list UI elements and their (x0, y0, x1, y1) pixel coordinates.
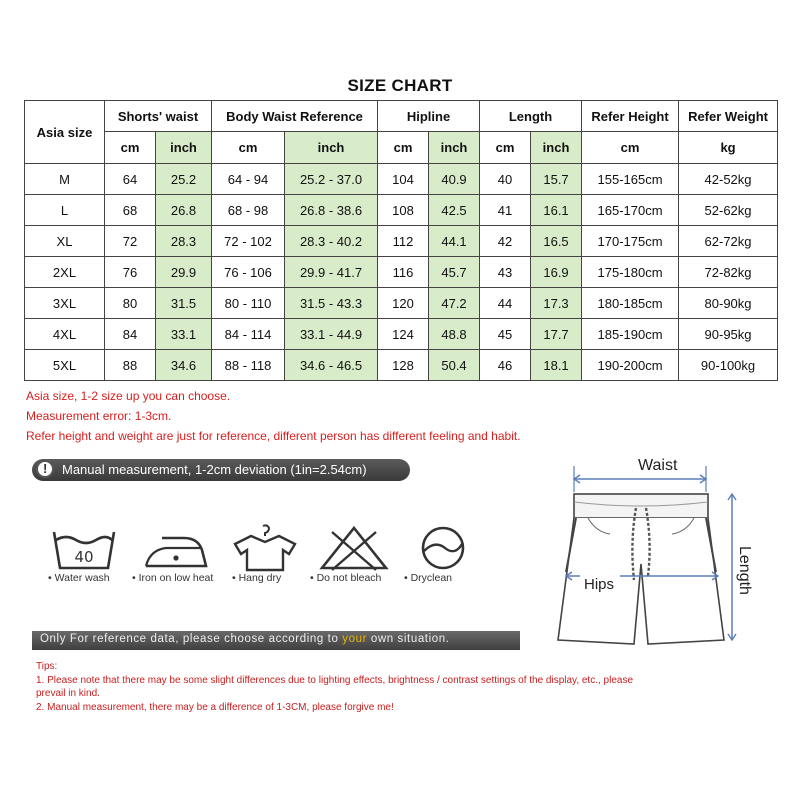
wash-temperature: 40 (74, 548, 94, 566)
cell-length-inch: 15.7 (531, 164, 582, 195)
table-row (25, 288, 778, 319)
cell-waist-cm: 76 (105, 257, 156, 288)
cell-body-inch: 31.5 - 43.3 (285, 288, 378, 319)
cell-waist-inch: 28.3 (156, 226, 212, 257)
cell-waist-cm: 88 (105, 350, 156, 381)
cell-size: 2XL (25, 257, 105, 288)
note-line: Measurement error: 1-3cm. (26, 409, 172, 423)
cell-hip-cm: 104 (378, 164, 429, 195)
cell-body-inch: 29.9 - 41.7 (285, 257, 378, 288)
cell-weight: 62-72kg (679, 226, 778, 257)
subheader-cm: cm (480, 132, 531, 164)
cell-waist-cm: 72 (105, 226, 156, 257)
subheader-inch: inch (531, 132, 582, 164)
reference-text: Only For reference data, please choose according to (40, 633, 343, 645)
dryclean-icon (403, 524, 483, 572)
cell-height: 170-175cm (582, 226, 679, 257)
cell-body-cm: 84 - 114 (212, 319, 285, 350)
subheader-inch: inch (429, 132, 480, 164)
cell-waist-inch: 31.5 (156, 288, 212, 319)
cell-size: 4XL (25, 319, 105, 350)
length-label: Length (736, 546, 753, 595)
header-asia-size: Asia size (25, 101, 105, 164)
reference-note (40, 633, 450, 645)
care-label-hang-dry: • Hang dry (232, 572, 282, 584)
cell-waist-inch: 29.9 (156, 257, 212, 288)
cell-height: 165-170cm (582, 195, 679, 226)
cell-hip-inch: 48.8 (429, 319, 480, 350)
subheader-cm: cm (212, 132, 285, 164)
cell-length-inch: 18.1 (531, 350, 582, 381)
note-line: Refer height and weight are just for reference, different person has different feeling and habit. (26, 429, 521, 443)
cell-hip-inch: 44.1 (429, 226, 480, 257)
cell-hip-inch: 42.5 (429, 195, 480, 226)
care-label-no-bleach: • Do not bleach (310, 572, 382, 584)
cell-height: 155-165cm (582, 164, 679, 195)
cell-length-inch: 16.9 (531, 257, 582, 288)
warning-icon: ! (36, 460, 54, 478)
waist-label: Waist (638, 457, 678, 474)
shorts-measurement-diagram (548, 452, 788, 652)
cell-body-inch: 28.3 - 40.2 (285, 226, 378, 257)
cell-size: M (25, 164, 105, 195)
size-notes (26, 386, 521, 446)
cell-length-cm: 45 (480, 319, 531, 350)
cell-waist-cm: 80 (105, 288, 156, 319)
cell-body-inch: 34.6 - 46.5 (285, 350, 378, 381)
cell-waist-inch: 25.2 (156, 164, 212, 195)
header-body-waist: Body Waist Reference (212, 101, 378, 132)
hips-label: Hips (584, 576, 615, 593)
subheader-cm: cm (105, 132, 156, 164)
tip-item: 2. Manual measurement, there may be a difference of 1-3CM, please forgive me! (36, 701, 394, 713)
cell-waist-inch: 34.6 (156, 350, 212, 381)
cell-body-cm: 64 - 94 (212, 164, 285, 195)
page-title: SIZE CHART (347, 76, 453, 95)
cell-length-inch: 16.5 (531, 226, 582, 257)
cell-height: 185-190cm (582, 319, 679, 350)
cell-hip-inch: 47.2 (429, 288, 480, 319)
cell-length-cm: 46 (480, 350, 531, 381)
subheader-kg: kg (679, 132, 778, 164)
note-line: Asia size, 1-2 size up you can choose. (26, 389, 231, 403)
reference-highlight: your (342, 633, 368, 645)
cell-length-cm: 44 (480, 288, 531, 319)
cell-length-cm: 43 (480, 257, 531, 288)
header-length: Length (480, 101, 582, 132)
table-row (25, 319, 778, 350)
cell-size: 5XL (25, 350, 105, 381)
cell-hip-inch: 45.7 (429, 257, 480, 288)
cell-length-cm: 40 (480, 164, 531, 195)
cell-weight: 80-90kg (679, 288, 778, 319)
cell-hip-cm: 108 (378, 195, 429, 226)
cell-waist-cm: 68 (105, 195, 156, 226)
cell-length-inch: 17.3 (531, 288, 582, 319)
cell-body-cm: 76 - 106 (212, 257, 285, 288)
cell-length-cm: 42 (480, 226, 531, 257)
subheader-cm: cm (378, 132, 429, 164)
cell-body-inch: 25.2 - 37.0 (285, 164, 378, 195)
reference-text-end: own situation. (367, 633, 450, 645)
tips (36, 660, 656, 714)
cell-weight: 90-95kg (679, 319, 778, 350)
table-row (25, 195, 778, 226)
iron-low-heat-icon (136, 524, 216, 572)
table-row (25, 164, 778, 195)
cell-height: 180-185cm (582, 288, 679, 319)
cell-hip-cm: 124 (378, 319, 429, 350)
cell-length-cm: 41 (480, 195, 531, 226)
cell-weight: 52-62kg (679, 195, 778, 226)
cell-height: 175-180cm (582, 257, 679, 288)
cell-waist-cm: 64 (105, 164, 156, 195)
cell-hip-cm: 120 (378, 288, 429, 319)
care-label-dryclean: • Dryclean (404, 572, 453, 584)
tip-item: 1. Please note that there may be some slight differences due to lighting effects, brightness / contrast settings of the display, etc., please prevail in kind. (36, 674, 634, 699)
subheader-inch: inch (285, 132, 378, 164)
care-label-iron: • Iron on low heat (132, 572, 214, 584)
header-refer-height: Refer Height (582, 101, 679, 132)
cell-size: 3XL (25, 288, 105, 319)
cell-body-cm: 88 - 118 (212, 350, 285, 381)
do-not-bleach-icon (314, 524, 394, 572)
size-chart-table (24, 100, 778, 381)
measurement-note: Manual measurement, 1-2cm deviation (1in=2.54cm) (62, 462, 367, 477)
cell-body-inch: 26.8 - 38.6 (285, 195, 378, 226)
cell-length-inch: 16.1 (531, 195, 582, 226)
cell-length-inch: 17.7 (531, 319, 582, 350)
hang-dry-icon (225, 524, 305, 572)
water-wash-icon (46, 524, 126, 572)
cell-waist-inch: 33.1 (156, 319, 212, 350)
cell-weight: 72-82kg (679, 257, 778, 288)
cell-hip-cm: 112 (378, 226, 429, 257)
cell-height: 190-200cm (582, 350, 679, 381)
cell-body-inch: 33.1 - 44.9 (285, 319, 378, 350)
subheader-inch: inch (156, 132, 212, 164)
cell-waist-cm: 84 (105, 319, 156, 350)
cell-hip-inch: 40.9 (429, 164, 480, 195)
cell-size: L (25, 195, 105, 226)
cell-body-cm: 72 - 102 (212, 226, 285, 257)
subheader-cm: cm (582, 132, 679, 164)
header-shorts-waist: Shorts' waist (105, 101, 212, 132)
header-hipline: Hipline (378, 101, 480, 132)
cell-hip-cm: 128 (378, 350, 429, 381)
cell-body-cm: 68 - 98 (212, 195, 285, 226)
cell-weight: 42-52kg (679, 164, 778, 195)
table-row (25, 226, 778, 257)
table-row (25, 257, 778, 288)
header-refer-weight: Refer Weight (679, 101, 778, 132)
cell-weight: 90-100kg (679, 350, 778, 381)
cell-waist-inch: 26.8 (156, 195, 212, 226)
cell-hip-inch: 50.4 (429, 350, 480, 381)
cell-hip-cm: 116 (378, 257, 429, 288)
cell-body-cm: 80 - 110 (212, 288, 285, 319)
table-row (25, 350, 778, 381)
care-label-water-wash: • Water wash (48, 572, 110, 584)
cell-size: XL (25, 226, 105, 257)
tips-heading: Tips: (36, 661, 58, 672)
